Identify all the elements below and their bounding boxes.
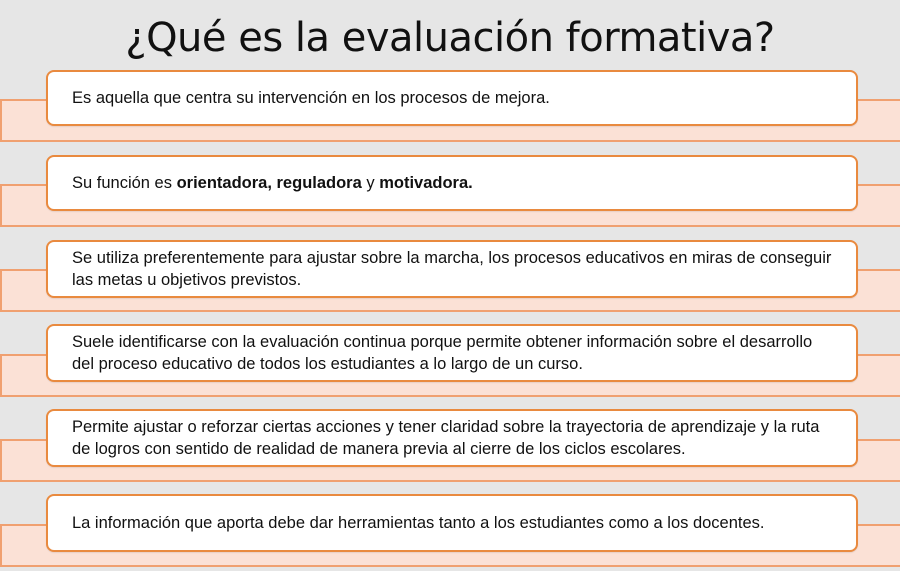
bold-text: motivadora. <box>379 174 473 192</box>
list-item-text: Permite ajustar o reforzar ciertas acciones y tener claridad sobre la trayectoria de aprendizaje y la ruta de logros con sentido de realidad de manera previa al cierre de los ciclos escolares. <box>72 418 820 458</box>
list-item-text: Es aquella que centra su intervención en los procesos de mejora. <box>72 89 550 107</box>
list-item <box>46 409 858 467</box>
list-item-text: Suele identificarse con la evaluación continua porque permite obtener información sobre el desarrollo del proceso educativo de todos los estudiantes a lo largo de un curso. <box>72 333 813 373</box>
bold-text: orientadora, reguladora <box>176 174 362 192</box>
list-item <box>46 70 858 126</box>
list-item-text: Se utiliza preferentemente para ajustar sobre la marcha, los procesos educativos en miras de conseguir las metas u objetivos previstos. <box>72 249 832 289</box>
list-item-text: La información que aporta debe dar herramientas tanto a los estudiantes como a los docentes. <box>72 514 765 532</box>
list-item <box>46 155 858 211</box>
list-item-text: Su función es orientadora, reguladora y motivadora. <box>72 174 473 192</box>
list-item <box>46 324 858 382</box>
list-item <box>46 494 858 552</box>
slide-title: ¿Qué es la evaluación formativa? <box>125 15 775 61</box>
list-item <box>46 240 858 298</box>
